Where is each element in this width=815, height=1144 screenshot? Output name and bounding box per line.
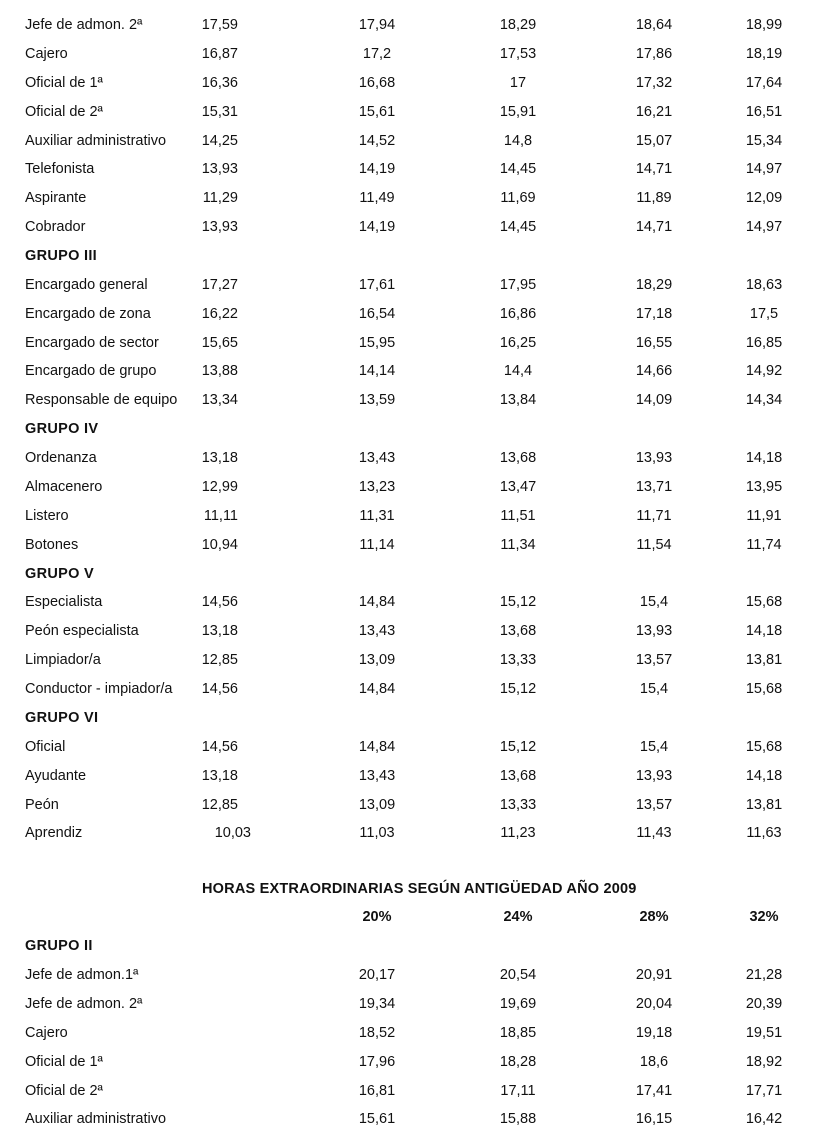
table-row [0,477,815,497]
value-cell: 14,18 [745,767,783,784]
value-cell: 18,29 [499,17,537,33]
value-cell: 14,52 [358,132,396,149]
value-cell: 16,87 [201,45,238,62]
value-cell: 15,4 [639,681,669,697]
group-heading: GRUPO IV [25,421,99,438]
table-row [0,535,815,555]
group-heading: GRUPO V [25,565,94,582]
value-cell: 15,95 [358,334,396,351]
category-label: Oficial de 2ª [25,1082,103,1099]
category-label: Ordenanza [25,450,97,467]
value-cell: 20,04 [635,995,673,1012]
value-cell: 17,95 [499,276,537,293]
value-cell: 10,03 [214,825,251,842]
value-cell: 17 [509,74,527,91]
value-cell: 14,92 [745,363,783,380]
category-label: Oficial de 2ª [25,103,103,120]
table-row [0,15,815,35]
value-cell: 13,57 [635,796,673,813]
value-cell: 13,34 [201,392,238,409]
value-cell: 13,93 [635,623,673,640]
value-cell: 17,61 [358,276,396,293]
value-cell: 11,03 [359,825,395,842]
value-cell: 14,56 [201,594,238,611]
value-cell: 17,59 [201,17,238,33]
value-cell: 15,12 [499,594,537,611]
value-cell: 14,18 [745,623,783,640]
value-cell: 12,09 [745,190,783,207]
value-cell: 13,68 [499,767,537,784]
value-cell: 14,45 [499,161,537,178]
value-cell: 16,54 [358,305,396,322]
table-row [0,1081,815,1101]
group-heading-row [0,708,815,728]
value-cell: 16,55 [635,334,673,351]
value-cell: 15,07 [635,132,673,149]
value-cell: 15,68 [745,738,783,755]
table-row [0,304,815,324]
value-cell: 14,25 [201,132,238,149]
header-cell: 32% [749,909,779,925]
table-row [0,73,815,93]
value-cell: 13,18 [201,623,238,640]
value-cell: 15,91 [499,103,537,120]
value-cell: 13,93 [635,450,673,467]
value-cell: 14,19 [358,219,396,236]
category-label: Encargado de zona [25,305,151,322]
value-cell: 18,85 [499,1024,537,1041]
value-cell: 14,56 [201,738,238,755]
table-row [0,965,815,985]
table-row [0,737,815,757]
value-cell: 11,71 [636,507,672,524]
value-cell: 13,93 [201,161,238,178]
value-cell: 13,84 [499,392,537,409]
table-row [0,333,815,353]
value-cell: 11,49 [359,190,395,207]
value-cell: 19,18 [635,1024,673,1041]
table-row [0,102,815,122]
value-cell: 18,19 [745,45,783,62]
table-row [0,679,815,699]
value-cell: 17,5 [749,305,779,322]
value-cell: 11,63 [746,825,782,842]
value-cell: 14,71 [635,219,673,236]
value-cell: 13,81 [745,652,783,669]
value-cell: 16,21 [635,103,673,120]
value-cell: 11,29 [202,190,238,207]
header-cell: 20% [362,909,392,925]
value-cell: 17,96 [358,1053,396,1070]
table-row [0,1023,815,1043]
category-label: Oficial de 1ª [25,1053,103,1070]
value-cell: 15,88 [499,1111,537,1128]
value-cell: 11,69 [500,190,536,207]
value-cell: 13,43 [358,623,396,640]
value-cell: 17,18 [635,305,673,322]
value-cell: 13,33 [499,652,537,669]
category-label: Cajero [25,45,68,62]
value-cell: 11,31 [359,507,395,524]
value-cell: 17,64 [745,74,783,91]
category-label: Jefe de admon.1ª [25,967,139,983]
value-cell: 13,68 [499,623,537,640]
value-cell: 17,11 [500,1082,536,1099]
value-cell: 11,14 [359,536,395,553]
table-row [0,361,815,381]
category-label: Botones [25,536,79,553]
value-cell: 14,56 [201,681,238,697]
value-cell: 20,54 [499,967,537,983]
value-cell: 13,43 [358,450,396,467]
category-label: Encargado general [25,276,148,293]
category-label: Especialista [25,594,103,611]
value-cell: 16,85 [745,334,783,351]
value-cell: 15,61 [358,103,396,120]
value-cell: 17,32 [635,74,673,91]
value-cell: 15,4 [639,594,669,611]
header-cell: 28% [639,909,669,925]
value-cell: 13,09 [358,796,396,813]
value-cell: 12,85 [201,652,238,669]
value-cell: 18,92 [745,1053,783,1070]
value-cell: 15,34 [745,132,783,149]
category-label: Peón especialista [25,623,139,640]
category-label: Listero [25,507,69,524]
value-cell: 17,41 [635,1082,673,1099]
value-cell: 16,42 [745,1111,783,1128]
value-cell: 20,17 [358,967,396,983]
value-cell: 14,45 [499,219,537,236]
value-cell: 19,51 [745,1024,783,1041]
value-cell: 13,68 [499,450,537,467]
value-cell: 16,36 [201,74,238,91]
category-label: Auxiliar administrativo [25,132,167,149]
value-cell: 14,34 [745,392,783,409]
table-row [0,621,815,641]
table-row [0,1109,815,1129]
value-cell: 17,86 [635,45,673,62]
value-cell: 13,59 [358,392,396,409]
value-cell: 17,53 [499,45,537,62]
table-row [0,188,815,208]
value-cell: 11,54 [636,536,672,553]
value-cell: 18,99 [745,17,783,33]
value-cell: 15,31 [201,103,238,120]
value-cell: 14,84 [358,738,396,755]
value-cell: 13,81 [745,796,783,813]
value-cell: 13,43 [358,767,396,784]
value-cell: 17,71 [745,1082,783,1099]
value-cell: 13,88 [201,363,238,380]
value-cell: 13,09 [358,652,396,669]
value-cell: 12,99 [201,478,238,495]
table-row [0,159,815,179]
table-row [0,275,815,295]
table-row [0,795,815,815]
category-label: Auxiliar administrativo [25,1111,167,1128]
value-cell: 13,95 [745,478,783,495]
category-label: Limpiador/a [25,652,101,669]
value-cell: 11,51 [500,507,536,524]
group-heading-row [0,564,815,584]
value-cell: 16,15 [635,1111,673,1128]
value-cell: 11,23 [500,825,536,842]
category-label: Peón [25,796,59,813]
value-cell: 16,22 [201,305,238,322]
value-cell: 13,93 [635,767,673,784]
value-cell: 11,91 [746,507,782,524]
value-cell: 17,94 [358,17,396,33]
category-label: Jefe de admon. 2ª [25,17,143,33]
group-heading: GRUPO VI [25,709,99,726]
value-cell: 15,12 [499,738,537,755]
value-cell: 13,33 [499,796,537,813]
table-row [0,217,815,237]
value-cell: 15,65 [201,334,238,351]
value-cell: 14,84 [358,681,396,697]
value-cell: 14,71 [635,161,673,178]
value-cell: 16,81 [358,1082,396,1099]
value-cell: 11,43 [636,825,672,842]
group-heading-row [0,936,815,956]
table-header-row [0,907,815,927]
table-row [0,650,815,670]
category-label: Oficial [25,738,66,755]
value-cell: 18,29 [635,276,673,293]
category-label: Jefe de admon. 2ª [25,995,143,1012]
table-row [0,131,815,151]
value-cell: 16,86 [499,305,537,322]
value-cell: 15,68 [745,681,783,697]
table-row [0,592,815,612]
value-cell: 13,18 [201,767,238,784]
value-cell: 14,4 [503,363,533,380]
category-label: Ayudante [25,767,87,784]
category-label: Cajero [25,1024,68,1041]
value-cell: 11,89 [636,190,672,207]
category-label: Aspirante [25,190,87,207]
value-cell: 16,25 [499,334,537,351]
value-cell: 13,18 [201,450,238,467]
value-cell: 17,2 [362,45,392,62]
value-cell: 15,12 [499,681,537,697]
value-cell: 14,18 [745,450,783,467]
value-cell: 13,23 [358,478,396,495]
value-cell: 15,4 [639,738,669,755]
group-heading: GRUPO II [25,938,93,954]
value-cell: 14,8 [503,132,533,149]
group-heading-row [0,419,815,439]
category-label: Responsable de equipo [25,392,178,409]
category-label: Oficial de 1ª [25,74,103,91]
value-cell: 14,09 [635,392,673,409]
value-cell: 13,47 [499,478,537,495]
table-title-overtime-seniority-2009: HORAS EXTRAORDINARIAS SEGÚN ANTIGÜEDAD AÑO 2009 [202,881,637,897]
group-heading-row [0,246,815,266]
category-label: Cobrador [25,219,86,236]
value-cell: 18,64 [635,17,673,33]
value-cell: 20,39 [745,995,783,1012]
value-cell: 16,68 [358,74,396,91]
value-cell: 12,85 [201,796,238,813]
value-cell: 18,6 [639,1053,669,1070]
table-row [0,390,815,410]
category-label: Aprendiz [25,825,83,842]
category-label: Almacenero [25,478,103,495]
value-cell: 11,34 [500,536,536,553]
value-cell: 16,51 [745,103,783,120]
value-cell: 15,61 [358,1111,396,1128]
value-cell: 19,69 [499,995,537,1012]
value-cell: 14,14 [358,363,396,380]
header-cell: 24% [503,909,533,925]
value-cell: 14,66 [635,363,673,380]
value-cell: 13,71 [635,478,673,495]
table-row [0,766,815,786]
table-row [0,1052,815,1072]
table-row [0,44,815,64]
category-label: Telefonista [25,161,95,178]
value-cell: 20,91 [635,967,673,983]
value-cell: 21,28 [745,967,783,983]
value-cell: 17,27 [201,276,238,293]
value-cell: 19,34 [358,995,396,1012]
value-cell: 15,68 [745,594,783,611]
value-cell: 11,74 [746,536,782,553]
value-cell: 18,63 [745,276,783,293]
category-label: Encargado de grupo [25,363,157,380]
table-row [0,823,815,843]
table-row [0,448,815,468]
table-row [0,994,815,1014]
value-cell: 10,94 [201,536,238,553]
value-cell: 14,84 [358,594,396,611]
table-row [0,506,815,526]
value-cell: 13,57 [635,652,673,669]
value-cell: 14,97 [745,219,783,236]
value-cell: 11,11 [203,507,238,524]
group-heading: GRUPO III [25,248,97,264]
value-cell: 14,19 [358,161,396,178]
value-cell: 18,52 [358,1024,396,1041]
category-label: Conductor - impiador/a [25,681,173,697]
value-cell: 14,97 [745,161,783,178]
value-cell: 18,28 [499,1053,537,1070]
category-label: Encargado de sector [25,334,159,351]
value-cell: 13,93 [201,219,238,236]
